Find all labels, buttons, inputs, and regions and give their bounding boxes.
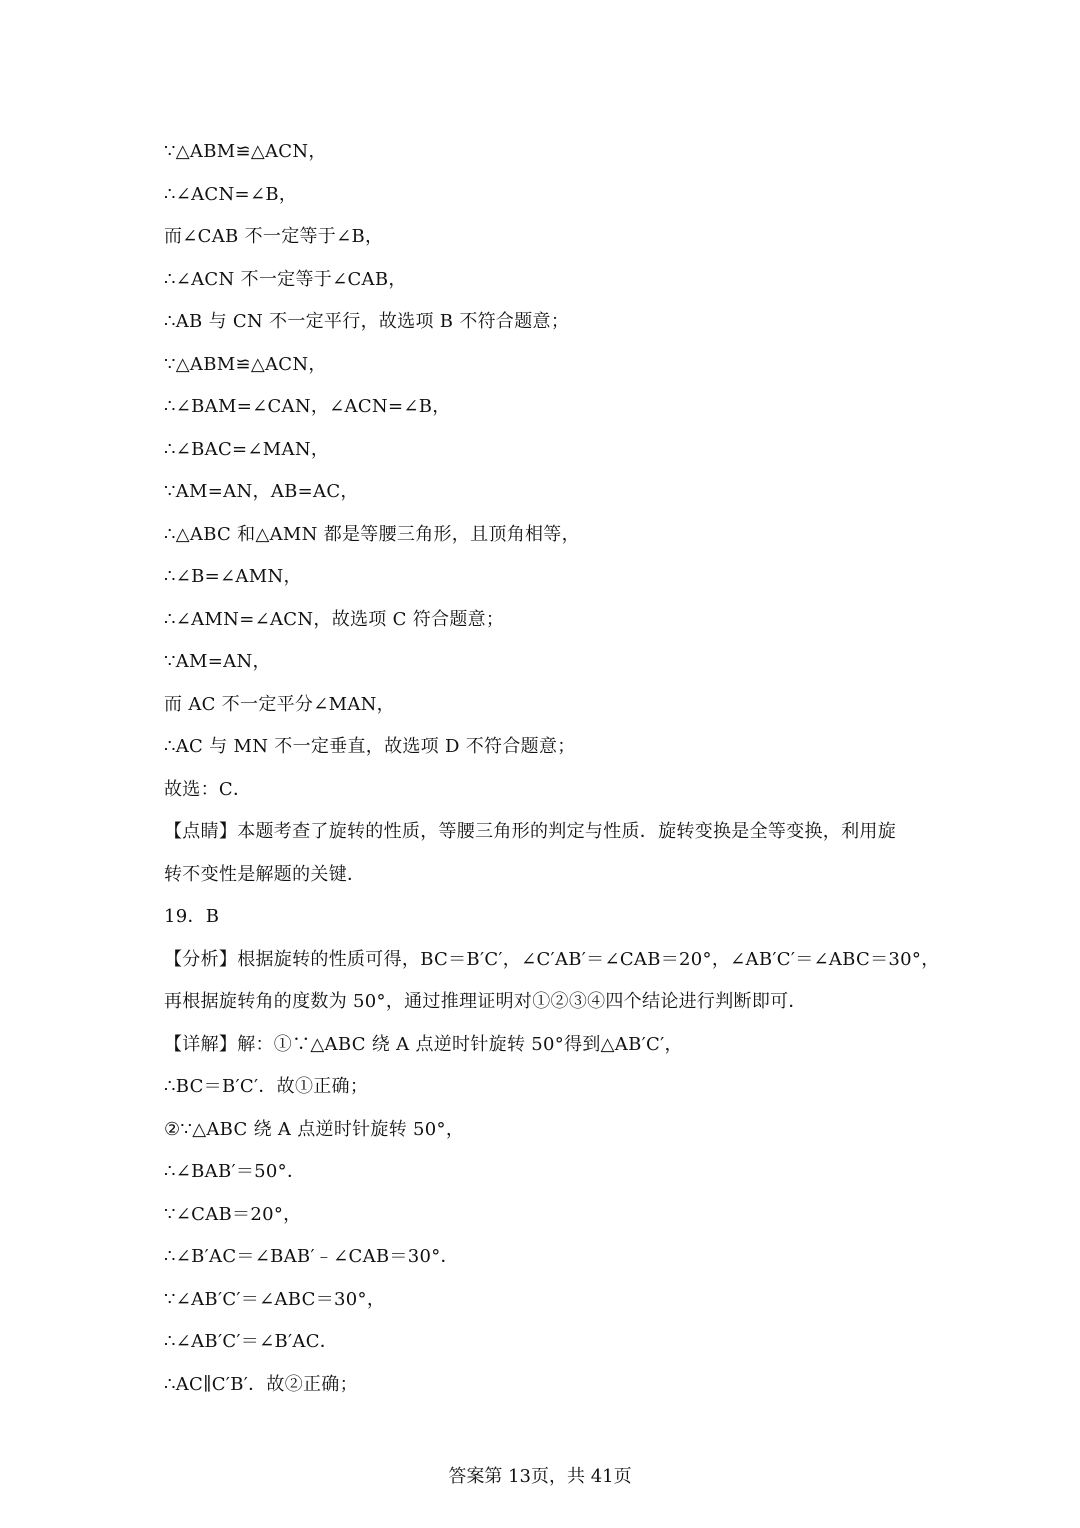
text-line: ∴∠AB′C′＝∠B′AC． xyxy=(164,1331,339,1352)
text-line: ∴∠BAM=∠CAN，∠ACN=∠B， xyxy=(164,396,451,417)
text-line: 故选：C． xyxy=(164,779,252,800)
text-line: ∵AM=AN， xyxy=(164,651,271,672)
text-line: ∴BC＝B′C′．故①正确； xyxy=(164,1076,369,1097)
text-line: ∴∠B=∠AMN， xyxy=(164,566,302,587)
text-line: ∵∠CAB＝20°， xyxy=(164,1204,302,1225)
text-line: ∵△ABM≌△ACN， xyxy=(164,141,327,162)
text-line: ∵△ABM≌△ACN， xyxy=(164,354,327,375)
text-line: ∴AB 与 CN 不一定平行，故选项 B 不符合题意； xyxy=(164,311,570,332)
text-line: 再根据旋转角的度数为 50°，通过推理证明对①②③④四个结论进行判断即可． xyxy=(164,991,807,1012)
text-line: 转不变性是解题的关键． xyxy=(164,864,366,885)
text-line: ∴∠AMN=∠ACN，故选项 C 符合题意； xyxy=(164,609,505,630)
text-line: ∴AC 与 MN 不一定垂直，故选项 D 不符合题意； xyxy=(164,736,576,757)
text-line: ∵AM=AN，AB=AC， xyxy=(164,481,359,502)
text-line: 【详解】解：①∵△ABC 绕 A 点逆时针旋转 50°得到△AB′C′， xyxy=(164,1034,683,1055)
text-line: 【点睛】本题考查了旋转的性质，等腰三角形的判定与性质．旋转变换是全等变换，利用旋 xyxy=(164,821,896,842)
text-line: ∵∠AB′C′＝∠ABC＝30°， xyxy=(164,1289,386,1310)
text-line: ∴∠ACN=∠B， xyxy=(164,184,298,205)
text-line: ∴∠B′AC＝∠BAB′﹣∠CAB＝30°． xyxy=(164,1246,459,1267)
text-line: ∴∠BAB′＝50°． xyxy=(164,1161,306,1182)
page-footer: 答案第 13页，共 41页 xyxy=(448,1466,632,1487)
text-line: ∴∠ACN 不一定等于∠CAB， xyxy=(164,269,407,290)
text-line: 【分析】根据旋转的性质可得，BC＝B′C′，∠C′AB′＝∠CAB＝20°，∠AB′C′＝∠ABC＝30°， xyxy=(164,949,940,970)
text-line: ∴∠BAC=∠MAN， xyxy=(164,439,330,460)
text-line: 而 AC 不一定平分∠MAN， xyxy=(164,694,395,715)
text-line: 而∠CAB 不一定等于∠B， xyxy=(164,226,384,247)
text-line: ∴△ABC 和△AMN 都是等腰三角形，且顶角相等， xyxy=(164,524,580,545)
question-number: 19．B xyxy=(164,906,220,927)
text-line: ②∵△ABC 绕 A 点逆时针旋转 50°， xyxy=(164,1119,465,1140)
text-line: ∴AC∥C′B′．故②正确； xyxy=(164,1374,358,1395)
